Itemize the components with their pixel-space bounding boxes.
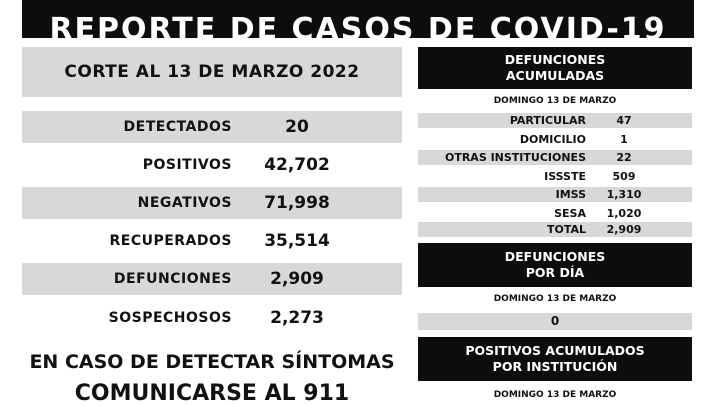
inst-row-otras bbox=[418, 150, 692, 165]
stat-value: 42,702 bbox=[264, 155, 330, 175]
inst-label: DOMICILIO bbox=[519, 133, 586, 146]
report-title: REPORTE DE CASOS DE COVID-19 bbox=[49, 12, 667, 38]
inst-row-sesa bbox=[418, 206, 692, 221]
inst-label: TOTAL bbox=[546, 223, 586, 236]
stat-row-sospechosos bbox=[22, 302, 402, 334]
stat-label: POSITIVOS bbox=[142, 157, 232, 173]
header-line: POR DÍA bbox=[525, 265, 585, 280]
date-label: DOMINGO 13 DE MARZO bbox=[493, 294, 617, 304]
stat-label: NEGATIVOS bbox=[137, 195, 232, 211]
inst-value: 2,909 bbox=[606, 223, 642, 236]
inst-value: 47 bbox=[616, 114, 632, 127]
date-label: DOMINGO 13 DE MARZO bbox=[493, 390, 617, 400]
symptoms-notice: EN CASO DE DETECTAR SÍNTOMAS bbox=[29, 351, 395, 373]
stat-row-defunciones bbox=[22, 263, 402, 295]
stat-row-recuperados bbox=[22, 225, 402, 257]
summary-panel bbox=[22, 47, 402, 406]
report-title-banner bbox=[22, 0, 694, 38]
inst-row-imss bbox=[418, 187, 692, 202]
header-line: DEFUNCIONES bbox=[504, 249, 606, 264]
defunciones-dia-value: 0 bbox=[418, 313, 692, 330]
header-line: ACUMULADAS bbox=[505, 68, 605, 83]
emergency-number: COMUNICARSE AL 911 bbox=[74, 381, 350, 406]
inst-value: 1 bbox=[620, 133, 628, 146]
stat-value: 20 bbox=[285, 117, 309, 137]
stat-label: DETECTADOS bbox=[123, 119, 232, 135]
defunciones-dia-header bbox=[418, 243, 692, 287]
inst-row-issste bbox=[418, 169, 692, 184]
stat-label: DEFUNCIONES bbox=[113, 271, 232, 287]
inst-label: PARTICULAR bbox=[509, 114, 586, 127]
header-line: POSITIVOS ACUMULADOS bbox=[465, 343, 645, 358]
defunciones-acumuladas-header bbox=[418, 47, 692, 89]
inst-label: SESA bbox=[554, 207, 586, 220]
stat-row-positivos bbox=[22, 149, 402, 181]
inst-value: 509 bbox=[612, 170, 636, 183]
stat-value: 71,998 bbox=[264, 193, 330, 213]
date-label: DOMINGO 13 DE MARZO bbox=[493, 96, 617, 106]
inst-label: OTRAS INSTITUCIONES bbox=[444, 151, 586, 164]
inst-value: 1,310 bbox=[606, 188, 642, 201]
inst-value: 22 bbox=[616, 151, 632, 164]
positivos-institucion-header bbox=[418, 337, 692, 381]
stat-row-detectados bbox=[22, 111, 402, 143]
stat-label: RECUPERADOS bbox=[109, 233, 232, 249]
stat-value: 2,909 bbox=[270, 269, 324, 289]
inst-row-particular bbox=[418, 113, 692, 128]
cut-date: CORTE AL 13 DE MARZO 2022 bbox=[22, 47, 402, 97]
stat-label: SOSPECHOSOS bbox=[108, 310, 232, 326]
stat-value: 2,273 bbox=[270, 308, 324, 328]
stat-value: 35,514 bbox=[264, 231, 330, 251]
inst-row-total bbox=[418, 222, 692, 237]
inst-label: ISSSTE bbox=[544, 170, 586, 183]
inst-value: 1,020 bbox=[606, 207, 642, 220]
header-line: DEFUNCIONES bbox=[504, 52, 606, 67]
inst-label: IMSS bbox=[555, 188, 586, 201]
inst-row-domicilio bbox=[418, 132, 692, 147]
stat-row-negativos bbox=[22, 187, 402, 219]
header-line: POR INSTITUCIÓN bbox=[492, 359, 618, 374]
